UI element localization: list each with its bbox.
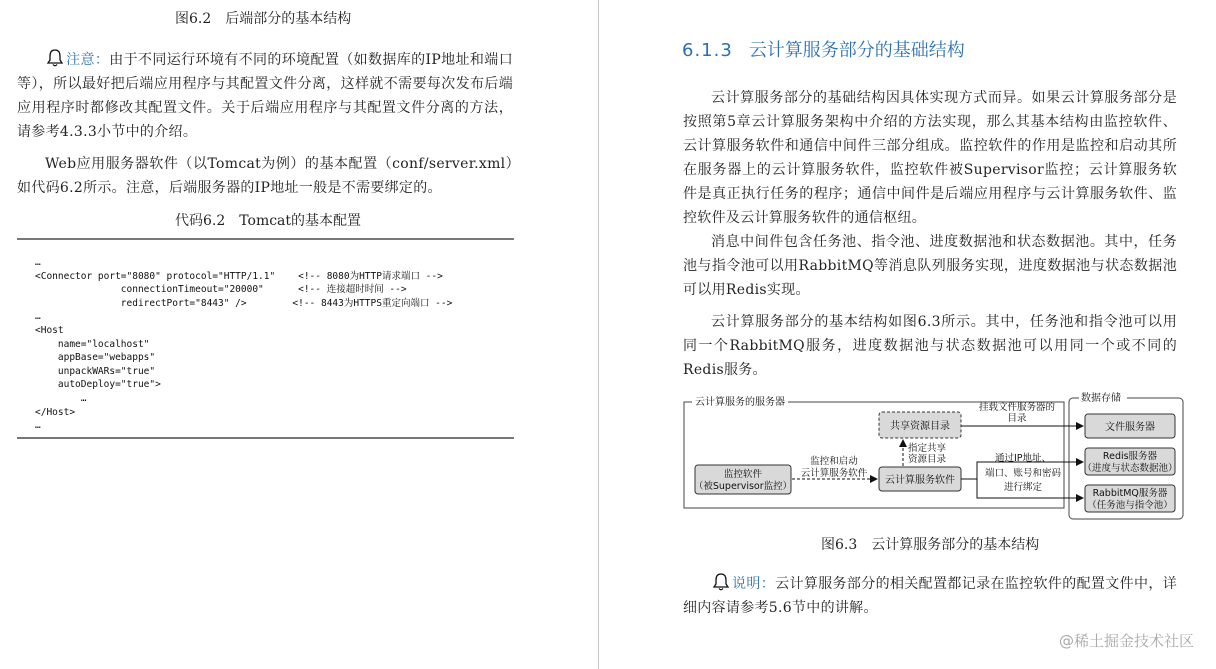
server-group-label: 云计算服务的服务器 xyxy=(695,397,785,408)
code-top-rule xyxy=(17,238,514,240)
code-line: connectionTimeout="20000" <!-- 连接超时时间 --> xyxy=(35,284,407,296)
bind-edge-label-3: 进行绑定 xyxy=(1003,482,1043,493)
left-page xyxy=(0,0,598,669)
code-line: <Host xyxy=(35,325,64,336)
watermark: @稀土掘金技术社区 xyxy=(1058,632,1194,650)
code-line: … xyxy=(35,311,41,323)
bell-icon xyxy=(711,572,731,592)
code-line: … xyxy=(35,393,87,404)
middleware-paragraph: 消息中间件包含任务池、指令池、进度数据池和状态数据池。其中，任务池与指令池可以用RabbitMQ等消息队列服务实现，进度数据池与状态数据池可以用Redis实现。 xyxy=(683,234,1177,298)
code-line: redirectPort="8443" /> <!-- 8443为HTTPS重定向端口 --> xyxy=(35,297,453,309)
shared-dir-label: 共享资源目录 xyxy=(890,421,950,432)
structure-paragraph: 云计算服务部分的基础结构因具体实现方式而异。如果云计算服务部分是按照第5章云计算服务架构中介绍的方法实现，那么其基本结构由监控软件、云计算服务软件和通信中间件三部分组成。监控软件的作用是监控和启动其所在服务器上的云计算服务软件，监控软件被Supervisor监控；云计算服务软件是真正执行任务的程序；通信中间件是后端应用程序与云计算服务软件、监控软件及云计算服务软件的通信枢纽。 xyxy=(683,90,1177,226)
assign-edge-label-1: 指定共享 xyxy=(908,443,947,454)
cloud-structure-diagram xyxy=(683,390,1185,525)
explain-text: 云计算服务部分的相关配置都记录在监控软件的配置文件中，详细内容请参考5.6节中的讲解。 xyxy=(683,576,1177,616)
bind-edge-label-2: 端口、账号和密码 xyxy=(984,468,1062,479)
section-number: 6.1.3 xyxy=(682,40,733,61)
note-paragraph xyxy=(17,48,513,144)
monitor-label-1: 监控软件 xyxy=(723,469,763,480)
explain-paragraph xyxy=(683,572,1177,620)
note-text: 由于不同运行环境有不同的环境配置（如数据库的IP地址和端口等），所以最好把后端应用程序与其配置文件分离，这样就不需要每次发布后端应用程序时都修改其配置文件。关于后端应用程序与其配置文件分离的方法，请参考4.3.3小节中的介绍。 xyxy=(17,52,513,140)
code-bottom-rule xyxy=(17,437,514,439)
redis-label-1: Redis服务器 xyxy=(1102,451,1158,462)
mount-edge-label-2: 目录 xyxy=(1007,413,1027,424)
code-line: appBase="webapps" xyxy=(35,352,156,364)
section-title: 云计算服务部分的基础结构 xyxy=(748,40,965,61)
file-server-label: 文件服务器 xyxy=(1105,422,1155,433)
figure-caption-6-3: 图6.3 云计算服务部分的基本结构 xyxy=(821,537,1040,553)
assign-edge-label-2: 资源目录 xyxy=(908,454,947,465)
monitor-label-2: （被Supervisor监控） xyxy=(693,481,793,492)
explain-label: 说明： xyxy=(732,576,776,592)
cloud-software-label: 云计算服务软件 xyxy=(885,475,955,486)
note-label: 注意： xyxy=(66,52,110,68)
code-line: </Host> xyxy=(35,406,76,418)
monitor-edge-label-1: 监控和启动 xyxy=(810,456,858,467)
rabbitmq-label-2: （任务池与指令池） xyxy=(1087,500,1173,511)
bell-icon xyxy=(45,48,65,68)
storage-group-label: 数据存储 xyxy=(1081,393,1121,404)
redis-label-2: （进度与状态数据池） xyxy=(1082,463,1178,474)
code-line: … xyxy=(35,420,41,432)
monitor-edge-label-2: 云计算服务软件 xyxy=(800,468,868,479)
tomcat-paragraph: Web应用服务器软件（以Tomcat为例）的基本配置（conf/server.xml）如代码6.2所示。注意，后端服务器的IP地址一般是不需要绑定的。 xyxy=(17,156,513,196)
code-line: unpackWARs="true" xyxy=(35,365,156,377)
code-caption-6-2: 代码6.2 Tomcat的基本配置 xyxy=(175,213,362,229)
code-line: name="localhost" xyxy=(35,338,150,350)
mount-edge-label-1: 挂载文件服务器的 xyxy=(978,402,1056,413)
bind-edge-label-1: 通过IP地址、 xyxy=(994,453,1052,464)
rabbitmq-label-1: RabbitMQ服务器 xyxy=(1092,488,1168,499)
right-page xyxy=(599,0,1216,669)
figure-caption-6-2: 图6.2 后端部分的基本结构 xyxy=(175,11,352,27)
code-line: autoDeploy="true"> xyxy=(35,379,161,391)
code-line: … xyxy=(35,257,41,268)
section-heading xyxy=(682,36,965,62)
figure-ref-paragraph: 云计算服务部分的基本结构如图6.3所示。其中，任务池和指令池可以用同一个RabbitMQ服务，进度数据池与状态数据池可以用同一个或不同的Redis服务。 xyxy=(683,314,1177,378)
code-line: <Connector port="8080" protocol="HTTP/1.1" <!-- 8080为HTTP请求端口 --> xyxy=(35,270,443,282)
